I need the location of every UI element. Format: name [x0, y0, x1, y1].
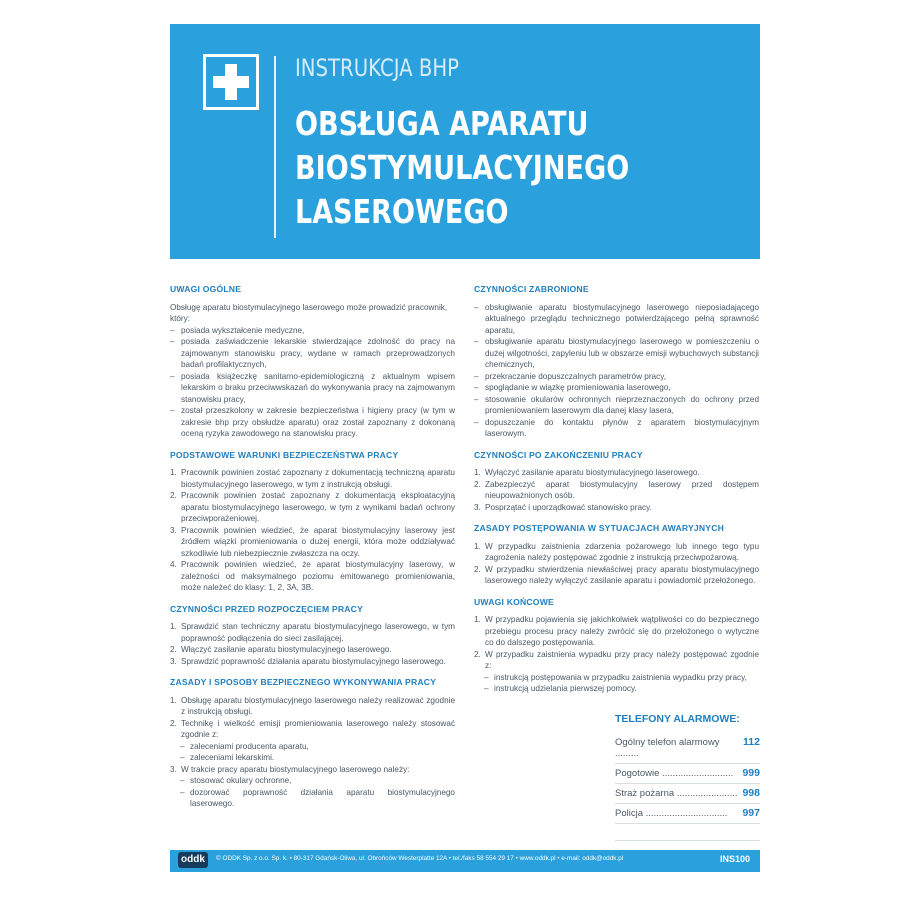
document-title: [295, 102, 629, 234]
left-column: [170, 284, 455, 820]
section-heading: PODSTAWOWE WARUNKI BEZPIECZEŃSTWA PRACY: [170, 449, 399, 460]
document-kicker: INSTRUKCJA BHP: [295, 54, 460, 82]
title-line: LASEROWEGO: [295, 192, 509, 231]
footer-bar: [170, 850, 760, 872]
section-prohibited: [474, 284, 759, 440]
list-subitem: – zaleceniami lekarskimi.: [170, 752, 455, 764]
list-item: 2. Pracownik powinien zostać zapoznany z dokumentacją eksploatacyjną aparatu biostymulacyjnego laserowego, w tym z wynikami badań ochrony przeciwporażeniowej.: [170, 491, 455, 523]
phones-divider: [615, 824, 760, 841]
phone-row: [615, 784, 760, 804]
phone-row: [615, 804, 760, 824]
footer-contact: © ODDK Sp. z o.o. Sp. k. • 80-317 Gdańsk-Oliwa, ul. Obrońców Westerplatte 12A • tel./faks 58 554 29 17 • www.oddk.pl • e-mail: oddk@oddk.pl: [216, 855, 624, 862]
list-item: 2. W przypadku stwierdzenia niewłaściwej pracy aparatu biostymulacyjnego laserowego należy wyłączyć zasilanie aparatu i powiadomić przełożonego.: [474, 564, 759, 585]
list-item: 1. Obsługę aparatu biostymulacyjnego laserowego należy realizować zgodnie z instrukcją obsługi.: [170, 695, 455, 716]
company-logo: oddk: [178, 852, 208, 868]
phone-number: 999: [742, 767, 760, 779]
list-subitem: – dozorować poprawność działania aparatu biostymulacyjnego laserowego.: [170, 787, 455, 810]
phone-number: 112: [743, 736, 760, 748]
list-item: – posiada wykształcenie medyczne,: [170, 325, 455, 337]
phone-row: [615, 764, 760, 784]
list-item: 1. Sprawdzić stan techniczny aparatu biostymulacyjnego laserowego, w tym poprawność podłączenia do sieci zasilającej.: [170, 622, 455, 643]
first-aid-cross-icon: [203, 54, 259, 110]
right-column: [474, 284, 759, 705]
list-item: 2. Włączyć zasilanie aparatu biostymulacyjnego laserowego.: [170, 645, 392, 654]
list-item: 3. Sprawdzić poprawność działania aparatu biostymulacyjnego laserowego.: [170, 656, 446, 666]
header-banner: [170, 24, 760, 259]
section-heading: CZYNNOŚCI PO ZAKOŃCZENIU PRACY: [474, 449, 643, 460]
list-item: 1. W przypadku zaistnienia zdarzenia pożarowego lub innego tego typu zagrożenia należy postępować zgodnie z instrukcją przeciwpożarową.: [474, 541, 759, 562]
phone-number: 997: [742, 807, 760, 819]
phone-label: Straż pożarna .......................: [615, 788, 738, 799]
section-before-work: [170, 604, 455, 668]
header-divider: [274, 56, 276, 238]
phones-heading: TELEFONY ALARMOWE:: [615, 713, 740, 725]
emergency-phones: [615, 713, 760, 841]
section-after-work: [474, 450, 759, 514]
list-item: 2. Zabezpieczyć aparat biostymulacyjny laserowy przed dostępem nieupoważnionych osób.: [474, 479, 759, 500]
list-item: 3. W trakcie pracy aparatu biostymulacyjnego laserowego należy:: [170, 764, 410, 774]
phone-label: Ogólny telefon alarmowy .........: [615, 737, 720, 759]
list-item: 3. Posprzątać i uporządkować stanowisko pracy.: [474, 502, 652, 512]
list-item: 1. Pracownik powinien zostać zapoznany z dokumentacją techniczną aparatu biostymulacyjnego laserowego, w tym z instrukcją obsługi.: [170, 468, 455, 489]
list-item: 2. W przypadku zaistnienia wypadku przy pracy należy postępować zgodnie z:: [474, 649, 759, 670]
section-intro: Obsługę aparatu biostymulacyjnego laserowego może prowadzić pracownik, który:: [170, 302, 448, 323]
section-heading: UWAGI KOŃCOWE: [474, 596, 554, 607]
list-item: 1. W przypadku pojawienia się jakichkolwiek wątpliwości co do bezpiecznego przebiegu procesu pracy należy zwrócić się do przełożonego o wytyczne co do dalszego postępowania.: [474, 615, 759, 647]
list-item: – został przeszkolony w zakresie bezpieczeństwa i higieny pracy (w tym w zakresie bhp przy obsłudze aparatu) oraz został zapoznany z dokonaną oceną ryzyka zawodowego na stanowisku pracy.: [170, 405, 455, 440]
section-final-notes: [474, 597, 759, 695]
section-heading: ZASADY POSTĘPOWANIA W SYTUACJACH AWARYJNYCH: [474, 523, 725, 533]
list-subitem: – instrukcją postępowania w przypadku zaistnienia wypadku przy pracy,: [474, 672, 759, 684]
list-item: – posiada zaświadczenie lekarskie stwierdzające zdolność do pracy na zajmowanym stanowisku pracy, wydane w ramach przeprowadzonych badań profilaktycznych,: [170, 336, 455, 371]
section-heading: CZYNNOŚCI PRZED ROZPOCZĘCIEM PRACY: [170, 603, 364, 614]
list-subitem: – stosować okulary ochronne,: [170, 775, 455, 787]
section-heading: ZASADY I SPOSOBY BEZPIECZNEGO WYKONYWANIA PRACY: [170, 677, 437, 687]
phone-number: 998: [742, 787, 760, 799]
section-basic-safety: [170, 450, 455, 594]
list-item: – dopuszczanie do kontaktu płynów z aparatem biostymulacyjnym laserowym.: [474, 417, 759, 440]
list-item: – przekraczanie dopuszczalnych parametrów pracy,: [474, 371, 759, 383]
section-heading: CZYNNOŚCI ZABRONIONE: [474, 284, 589, 294]
phone-label: Policja ...............................: [615, 808, 728, 819]
list-item: 1. Wyłączyć zasilanie aparatu biostymulacyjnego laserowego.: [474, 468, 700, 477]
list-item: 3. Pracownik powinien wiedzieć, że aparat biostymulacyjny laserowy jest źródłem wiązki promieniowania o dużej energii, która może oddziaływać szkodliwie lub niebezpiecznie zwłaszcza na oczy.: [170, 525, 455, 558]
title-line: BIOSTYMULACYJNEGO: [295, 148, 630, 187]
document-code: INS100: [719, 854, 750, 864]
list-item: 2. Technikę i wielkość emisji promieniowania laserowego należy stosować zgodnie z:: [170, 718, 455, 739]
list-item: 4. Pracownik powinien wiedzieć, że aparat biostymulacyjny laserowy, w zależności od maksymalnego poziomu emitowanego promieniowania, może należeć do klasy: 1, 2, 3A, 3B.: [170, 560, 455, 592]
list-item: – posiada książeczkę sanitarno-epidemiologiczną z aktualnym wpisem lekarskim o braku przeciwwskazań do wykonywania pracy na zajmowanym stanowisku pracy,: [170, 371, 455, 406]
list-item: – spoglądanie w wiązkę promieniowania laserowego,: [474, 382, 759, 394]
list-item: – obsługiwanie aparatu biostymulacyjnego laserowego nieposiadającego aktualnego przeglądu technicznego potwierdzającego pełną sprawność aparatu,: [474, 302, 759, 337]
list-item: – stosowanie okularów ochronnych nieprzeznaczonych do ochrony przed promieniowaniem laserowym dla danej klasy lasera,: [474, 394, 759, 417]
section-safe-work-rules: [170, 677, 455, 810]
phone-label: Pogotowie ...........................: [615, 768, 734, 779]
phone-row: [615, 733, 760, 764]
section-general-notes: [170, 284, 455, 440]
list-subitem: – instrukcją udzielania pierwszej pomocy.: [474, 683, 759, 695]
section-heading: UWAGI OGÓLNE: [170, 284, 242, 294]
list-subitem: – zaleceniami producenta aparatu,: [170, 741, 455, 753]
section-emergency: [474, 523, 759, 587]
list-item: – obsługiwanie aparatu biostymulacyjnego laserowego w pomieszczeniu o dużej wilgotności, zapyleniu lub w obszarze emisji wybuchowych substancji chemicznych,: [474, 336, 759, 371]
title-line: OBSŁUGA APARATU: [295, 104, 589, 143]
